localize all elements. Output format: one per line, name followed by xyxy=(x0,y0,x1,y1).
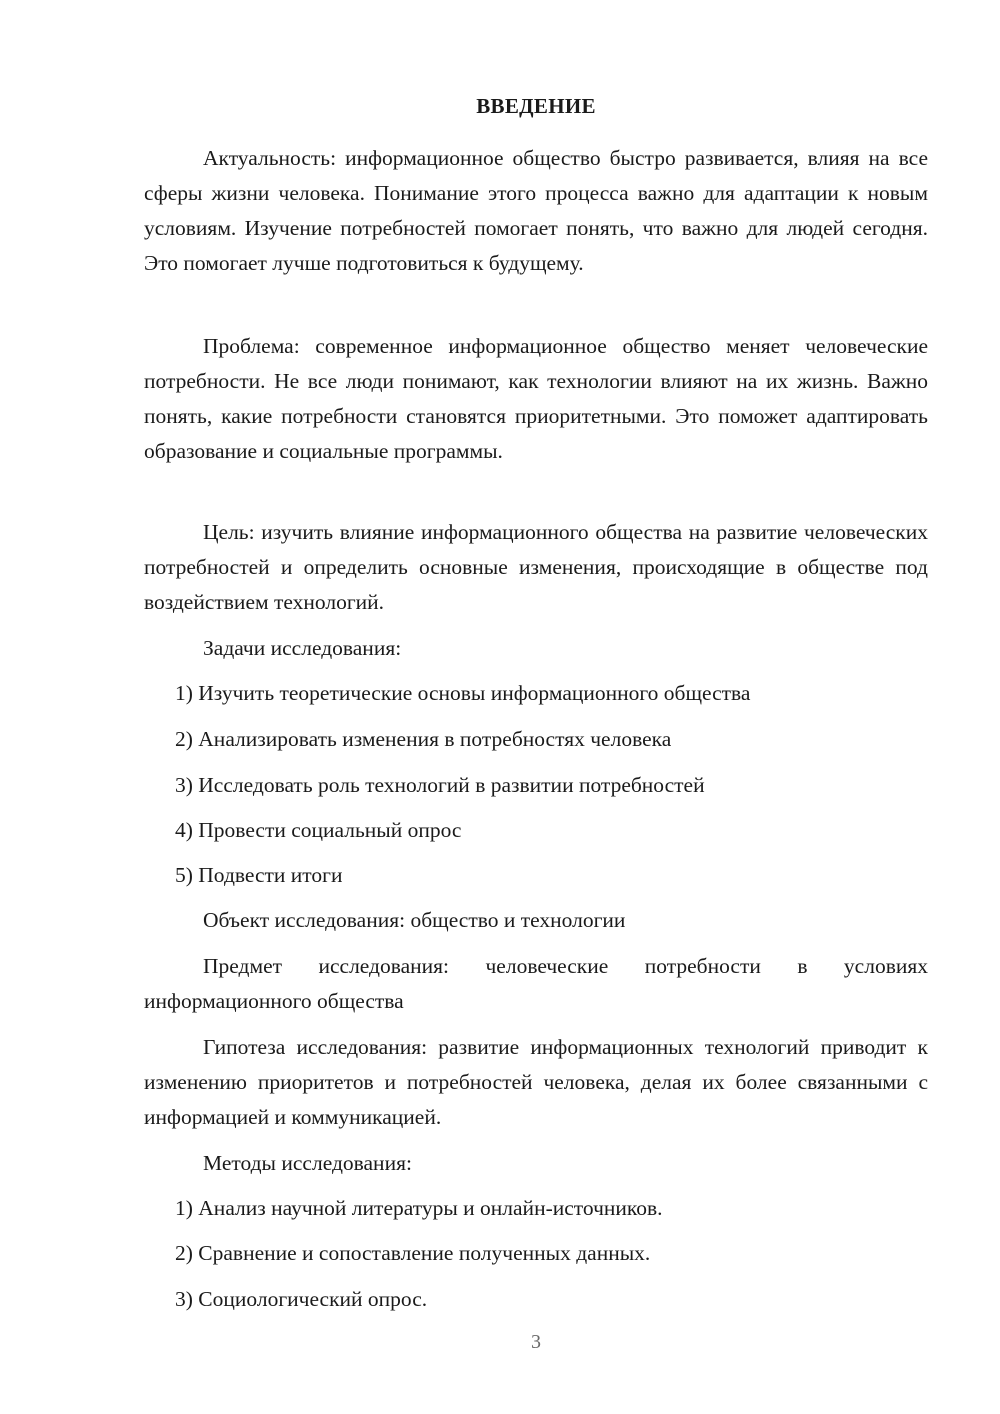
relevance-paragraph: Актуальность: информационное общество быстро развивается, влияя на все сферы жизни человека. Понимание этого процесса важно для адаптации к новым условиям. Изучение потребностей помогает понять, что важно для людей сегодня. Это помогает лучше подготовиться к будущему. xyxy=(144,146,928,275)
research-subject: Предмет исследования: человеческие потребности в условиях информационного общества xyxy=(144,954,928,1013)
problem-paragraph: Проблема: современное информационное общество меняет человеческие потребности. Не все люди понимают, как технологии влияют на их жизнь. Важно понять, какие потребности становятся приоритетными. Это поможет адаптировать образование и социальные программы. xyxy=(144,334,928,463)
task-item: 1) Изучить теоретические основы информационного общества xyxy=(175,681,751,705)
methods-title: Методы исследования: xyxy=(203,1151,412,1175)
tasks-title: Задачи исследования: xyxy=(203,636,402,660)
task-item: 5) Подвести итоги xyxy=(175,863,343,887)
hypothesis-paragraph: Гипотеза исследования: развитие информационных технологий приводит к изменению приоритетов и потребностей человека, делая их более связанными с информацией и коммуникацией. xyxy=(144,1035,928,1129)
method-item: 3) Социологический опрос. xyxy=(175,1287,428,1311)
method-item: 1) Анализ научной литературы и онлайн-источников. xyxy=(175,1196,663,1220)
research-object: Объект исследования: общество и технологии xyxy=(203,908,626,932)
task-item: 2) Анализировать изменения в потребностях человека xyxy=(175,727,672,751)
page-number: 3 xyxy=(531,1331,541,1353)
section-heading: ВВЕДЕНИЕ xyxy=(476,94,596,118)
task-item: 4) Провести социальный опрос xyxy=(175,818,462,842)
method-item: 2) Сравнение и сопоставление полученных данных. xyxy=(175,1241,651,1265)
goal-paragraph: Цель: изучить влияние информационного общества на развитие человеческих потребностей и определить основные изменения, происходящие в обществе под воздействием технологий. xyxy=(144,520,928,614)
task-item: 3) Исследовать роль технологий в развитии потребностей xyxy=(175,773,705,797)
